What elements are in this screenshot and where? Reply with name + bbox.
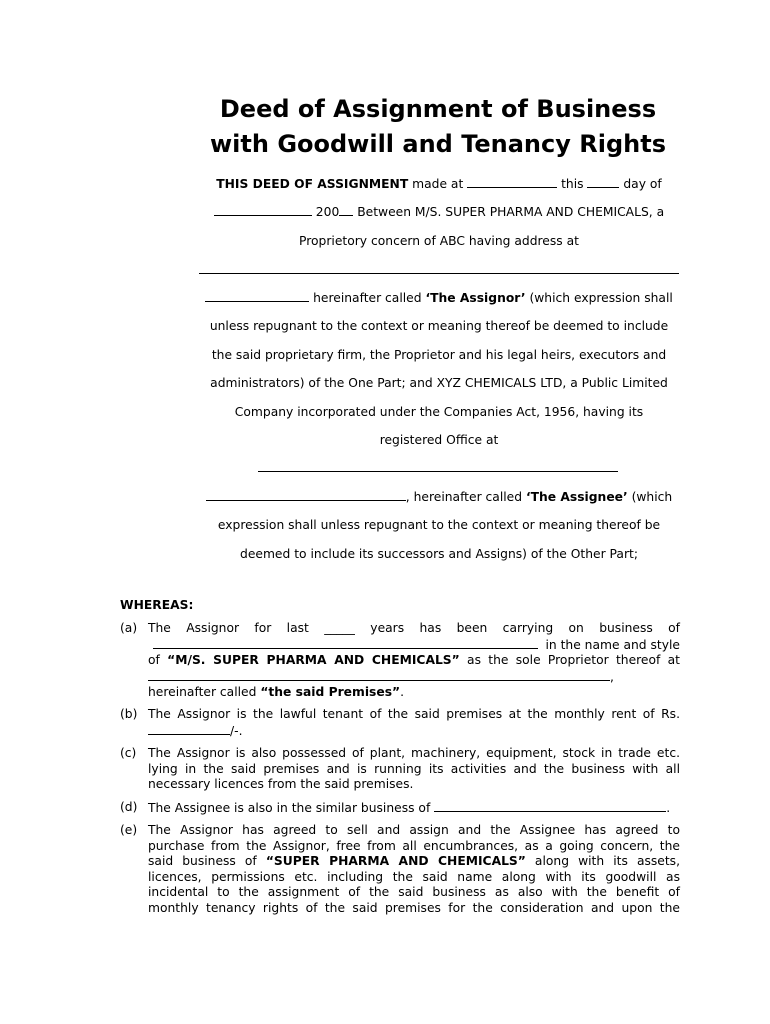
assignor-address-blank[interactable] [199,273,679,274]
intro-line-12: , hereinafter called ‘The Assignee’ (which [199,489,679,505]
rent-blank[interactable] [148,723,230,735]
intro-line-8: administrators) of the One Part; and XYZ CHEMICALS LTD, a Public Limited [210,376,668,390]
title-line-1: Deed of Assignment of Business [219,95,657,123]
intro-line-14: deemed to include its successors and Assigns) of the Other Part; [240,547,638,561]
intro-line-9: Company incorporated under the Companies Act, 1956, having its [234,405,644,419]
assignor-address-blank-2[interactable] [205,290,309,302]
recital-b: (b) The Assignor is the lawful tenant of the said premises at the monthly rent of Rs. /-. [120,707,680,738]
intro-line-10: registered Office at [379,433,499,447]
document-title [190,92,686,162]
similar-business-blank[interactable] [434,800,666,812]
recital-c: (c) The Assignor is also possessed of plant, machinery, equipment, stock in trade etc. lying in the said premises and is running its activities and the business with all necessary licences from the said premises. [120,746,680,792]
intro-line-13: expression shall unless repugnant to the context or meaning thereof be [217,518,661,532]
intro-line-3: Proprietory concern of ABC having address at [299,234,579,248]
recital-label: (b) [120,707,138,721]
assignee-office-blank-2[interactable] [206,489,406,501]
recital-label: (d) [120,800,138,814]
title-line-2: with Goodwill and Tenancy Rights [210,130,666,158]
intro-line-1: THIS DEED OF ASSIGNMENT made at this day of [216,177,662,191]
month-blank[interactable] [214,204,312,216]
recital-e: (e) The Assignor has agreed to sell and assign and the Assignee has agreed to purchase from the Assignor, free from all encumbrances, as a going concern, the said business of “SUPER PHARMA AND CHEMICALS” along with its assets, licences, permissions etc. including the said name along with its goodwill as incidental to the assignment of the said business as also with the benefit of monthly tenancy rights of the said premises for the consideration and upon the [120,823,680,915]
business-blank[interactable] [153,637,538,649]
whereas-heading: WHEREAS: [120,598,194,612]
recital-a: (a) The Assignor for last _____ years has been carrying on business of in the name and style of “M/S. SUPER PHARMA AND CHEMICALS” as the sole Proprietor thereof at , hereinafter called “the said Premises”. [120,621,680,700]
intro-line-2: 200 Between M/S. SUPER PHARMA AND CHEMICALS, a [199,204,679,220]
intro-line-5: hereinafter called ‘The Assignor’ (which expression shall [199,290,679,306]
recital-label: (a) [120,621,138,635]
assignee-office-blank[interactable] [258,471,618,472]
day-blank[interactable] [587,176,619,188]
intro-line-6: unless repugnant to the context or meaning thereof be deemed to include [209,319,669,333]
recital-d: (d) The Assignee is also in the similar business of . [120,800,671,815]
intro-line-7: the said proprietary firm, the Proprietor and his legal heirs, executors and [211,348,667,362]
recital-label: (e) [120,823,138,837]
year-blank[interactable] [339,204,353,216]
recital-label: (c) [120,746,137,760]
premises-address-blank[interactable] [148,669,610,681]
place-blank[interactable] [467,176,557,188]
